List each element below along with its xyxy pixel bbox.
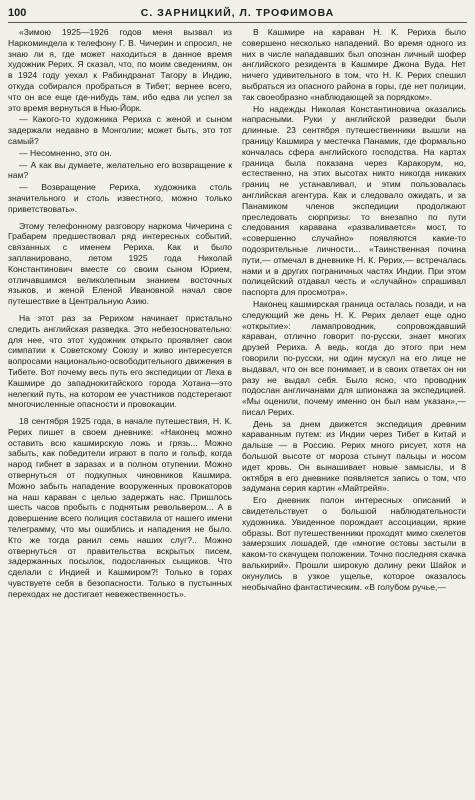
running-title: С. ЗАРНИЦКИЙ, Л. ТРОФИМОВА	[140, 7, 335, 19]
paragraph: Его дневник полон интересных описаний и свидетельствует о большой наблюдательности художника. Увиденное порождает ассоциации, яркие образы. Вот путешественники проходят мимо скелетов замерзших лошадей, где «многие остовы застыли в каком-то скачущем положении. Точно последняя скачка валькирий». Прошли широкую долину реки Шайок и окунулись в узкое ущелье, которое оказалось необычайно фантастическим. «В голубом ручье,—	[242, 495, 466, 592]
page-number: 100	[8, 7, 27, 19]
paragraph: Этому телефонному разговору наркома Чичерина с Грабарем предшествовал ряд интересных событий, связанных с именем Рериха. Как и было запланировано, летом 1925 года Николай Константинович вместе со своим сыном Юрием, отличавшимся великолепным знанием восточных языков, и женой Еленой Ивановной начал свое путешествие в Центральную Азию.	[8, 220, 232, 307]
paragraph: — Несомненно, это он.	[19, 147, 112, 158]
paragraph: Но надежды Николая Константиновича оказались напрасными. Руки у английской разведки были длинные. 23 сентября путешественники вышли на границу Кашмира у местечка Панамик, где формально кончалась сфера английского господства. На картах граница была показана через Каракорум, но, естественно, на этих высотах никто никогда никаких границ не устанавливал, и этим пользовалась английская агентура. Как и следовало ожидать, и за Панамиком членов экспедиции продолжают преследовать сюрпризы: то внезапно по пути следования каравана «разваливается» мост, то «совершенно случайно» появляются какие-то подозрительные личности... «Таинственная почина пути,— отмечал в дневнике Н. К. Рерих,— встречалась нами и в других пограничных частях Индии. При этом полицейский отдавал честь и «случайно» спрашивал паспорта для просмотра».	[242, 103, 466, 298]
left-column	[8, 27, 232, 797]
text-columns	[8, 27, 467, 797]
page-header	[8, 6, 467, 23]
paragraph: День за днем движется экспедиция древним караванным путем: из Индии через Тибет в Китай и дальше — в Россию. Рерих много рисует, хотя на большой высоте от мороза стынут пальцы и носом идет кровь. Он вынашивает новые замыслы, и 8 октября в его дневнике появляется запись о том, что задумана серия картин «Майтрейя».	[242, 418, 466, 494]
paragraph: «Зимою 1925—1926 годов меня вызвал из Наркоминдела к телефону Г. В. Чичерин и спросил, не знаю ли я, где может находиться в данное время художник Рерих. Я сказал, что, по моим сведениям, он в 1924 году уехал к Рабиндранат Тагору в Индию, откуда собирался пробраться в Тибет; вернее всего, что он все еще где-нибудь там, ибо едва ли успел за это время вернуться в Нью-Йорк.	[8, 27, 232, 113]
right-column	[242, 27, 466, 797]
paragraph: 18 сентября 1925 года, в начале путешествия, Н. К. Рерих пишет в своем дневнике: «Наконец можно оставить всю кашмирскую ложь и грязь... Можно забыть, как победители играют в поло и гольф, когда народ гибнет в заразах и в полном отупении. Можно отвернуться от подкупных чиновников Кашмира. Можно забыть нападение вооруженных провокаторов на наш караван с целью задержать нас. Пришлось шесть часов пробыть с поднятым револьвером... А в довершение всего полиция составила от нашего имени телеграмму, что мы ошиблись и нападения не было. Кто же тогда ранил семь наших слуг?.. Можно отвернуться от правительства вскрытых писем, задержанных посылок, подосланных сыщиков. Что сделали с Индией и Кашмиром?! Только в горах чувствуете себя в безопасности. Только в пустынных переходах не достигает невежественность».	[8, 416, 232, 599]
paragraph: Наконец кашмирская граница осталась позади, и на следующий же день Н. К. Рерих делает еще одно «открытие»: ламапроводник, сопровождавший караван, отлично говорит по-русски, знает многих друзей Рериха. А ведь, когда до этого при нем говорили по-русски, ни один мускул на его лице не выдавал, что он все понимает, и в своих ответах он ни разу не выдал себя. Было ясно, что проводник подослан англичанами для шпионажа за экспедицией. «Мы оценили, почему именно он был нам указан»,— писал Рерих.	[242, 298, 466, 417]
paragraph: — Возвращение Рериха, художника столь значительного и столь известного, можно только приветствовать».	[8, 182, 232, 214]
paragraph: В Кашмире на караван Н. К. Рериха было совершено несколько нападений. Во время одного из них в числе нападавших был опознан личный шофер английского резидента в Кашмире Джона Вуда. Нет ничего удивительного в том, что Н. К. Рерих спешил выбраться из опасного района в горы, где нет полиции, так своеобразно «наблюдающей за порядком».	[242, 27, 466, 102]
paragraph: — Какого-то художника Рериха с женой и сыном задержали недавно в Монголии; может быть, это тот самый?	[8, 114, 232, 146]
paragraph: На этот раз за Рерихом начинает пристально следить английская разведка. Это небезосновательно: для нее, что этот художник открыто проявляет свои симпатии к Советскому Союзу и живо интересуется вопросами национально-освободительного движения в Тибете. Вот почему весь путь его экспедиции от Леха в Кашмире до западнокитайского города Хотана—это нелегкий путь, на котором ее участников подстерегают многочисленные опасности и провокации.	[8, 312, 232, 410]
paragraph: — А как вы думаете, желательно его возвращение к нам?	[8, 159, 232, 181]
